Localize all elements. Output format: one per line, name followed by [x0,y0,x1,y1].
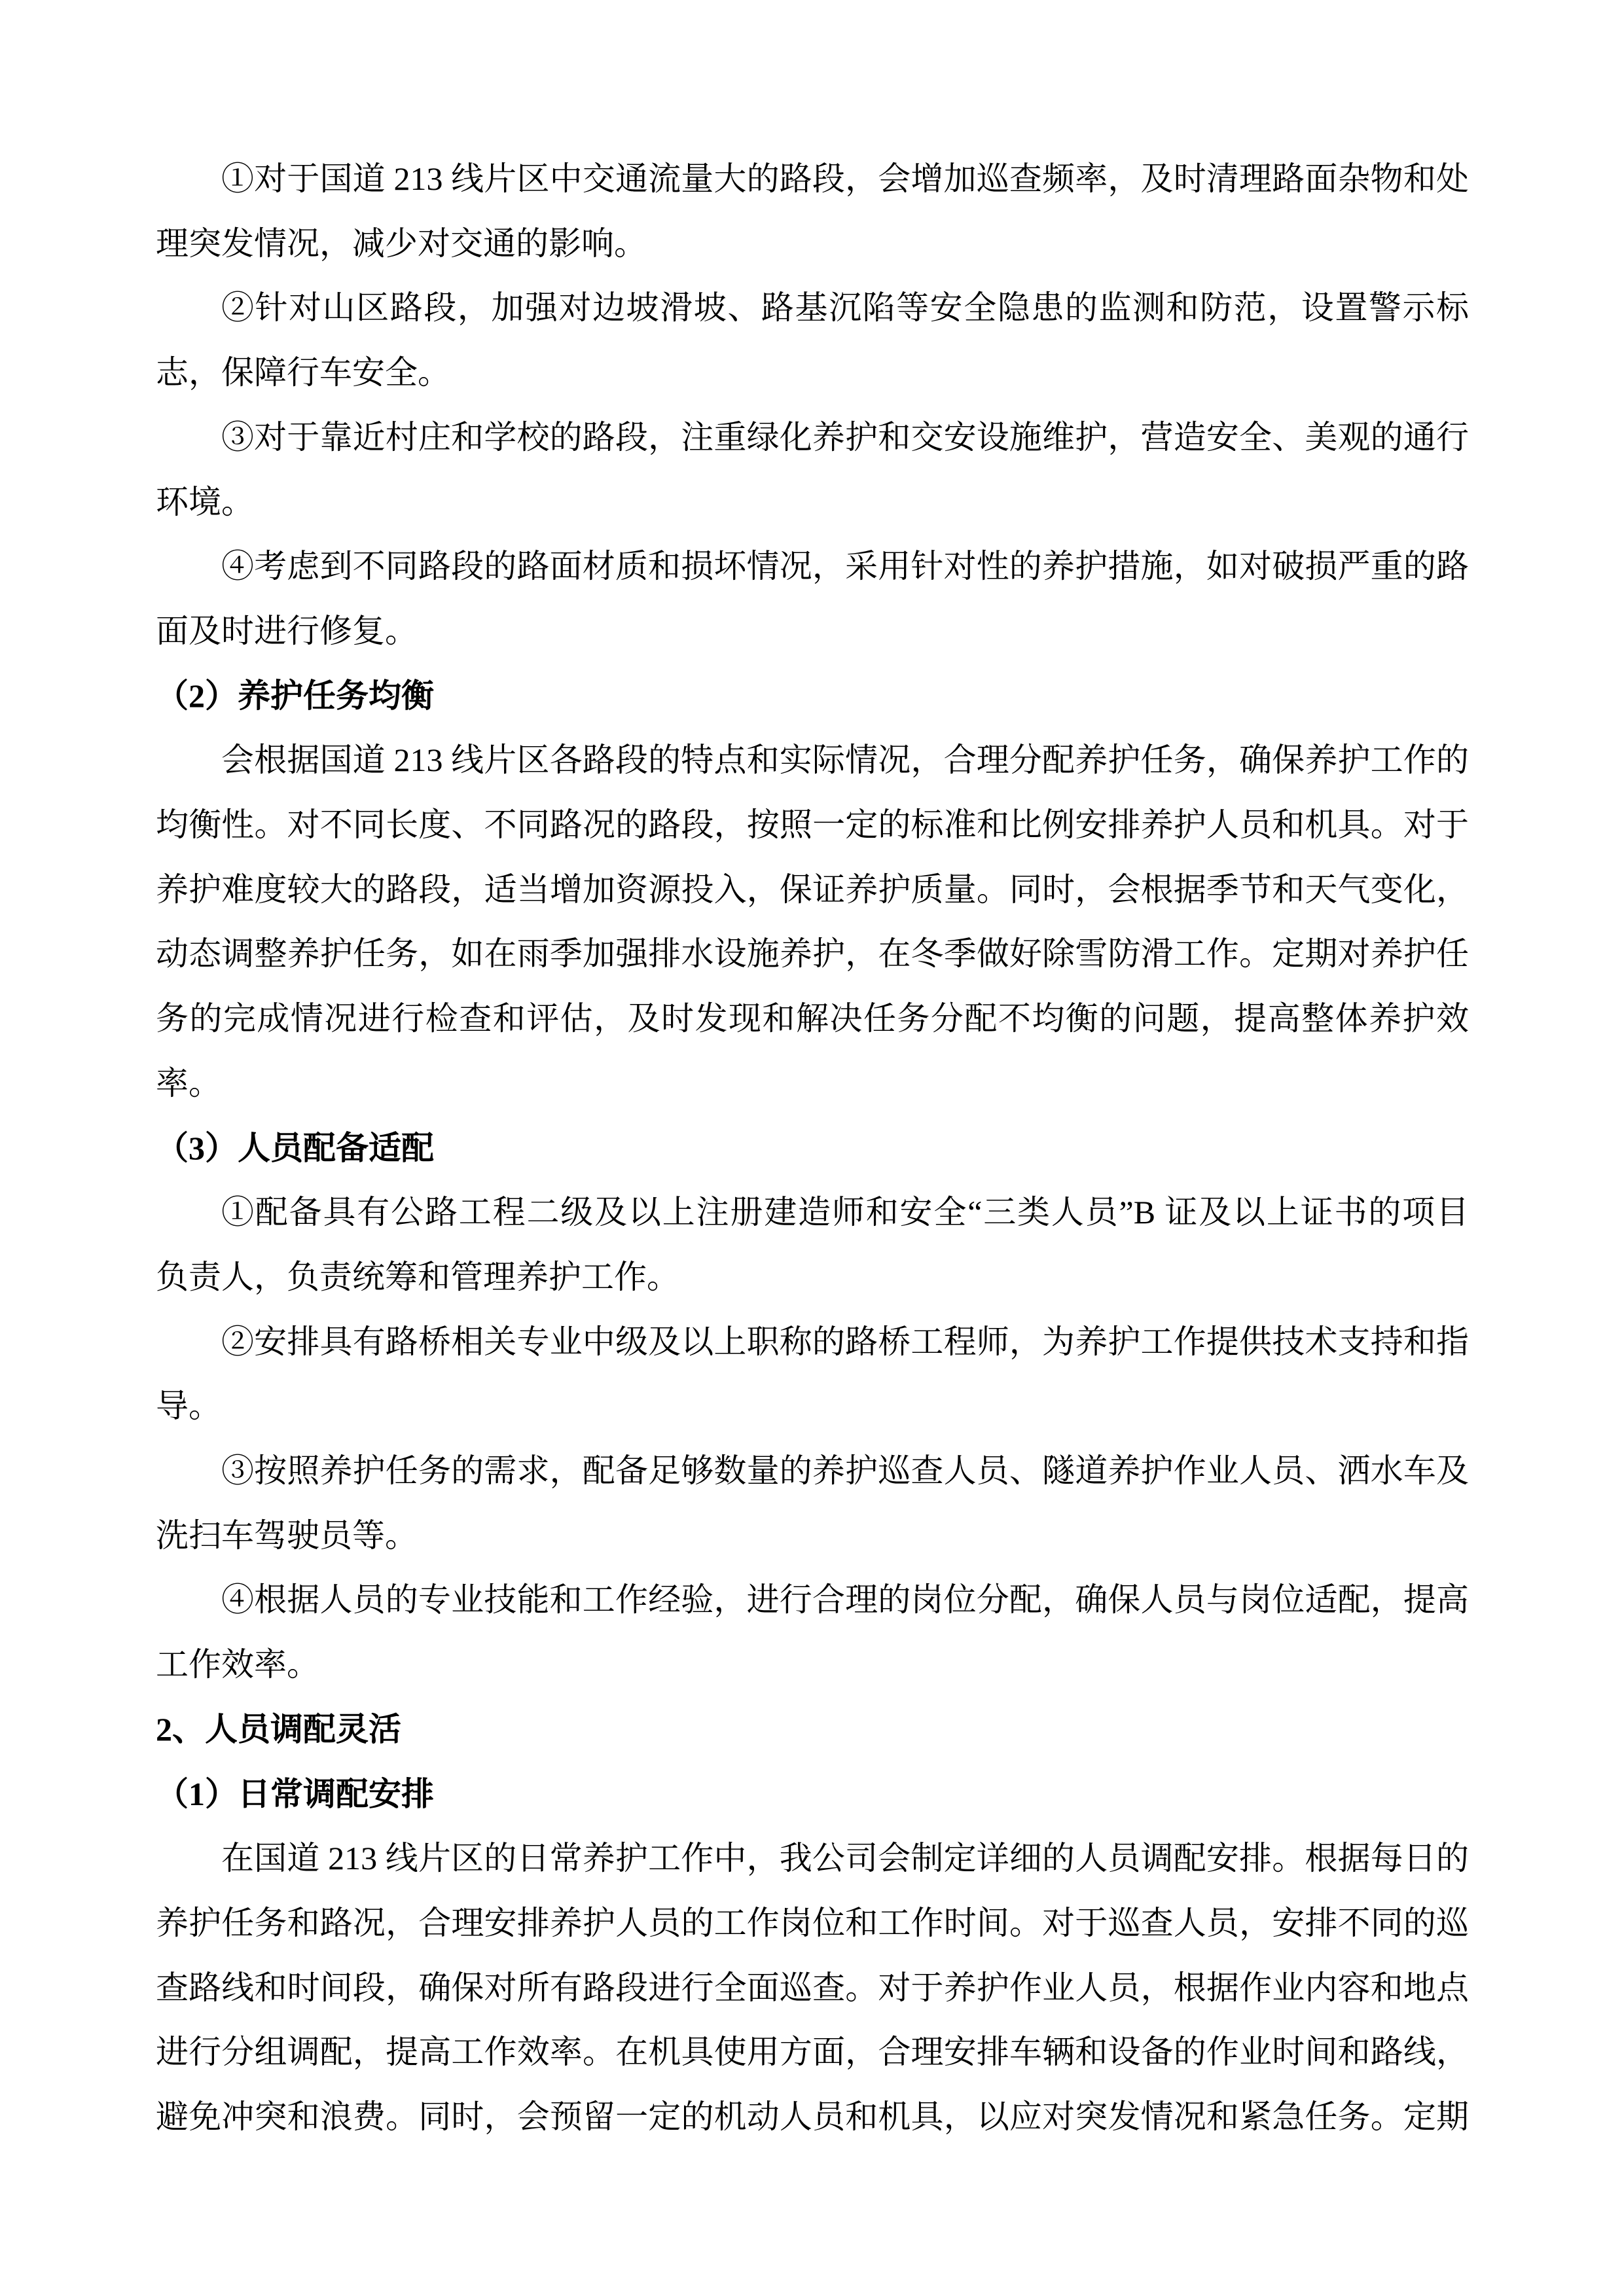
text-line: 查路线和时间段，确保对所有路段进行全面巡查。对于养护作业人员，根据作业内容和地点 [156,1969,1469,2006]
text-line: 会根据国道 213 线片区各路段的特点和实际情况，合理分配养护任务，确保养护工作的 [221,742,1469,779]
text-line: 动态调整养护任务，如在雨季加强排水设施养护，在冬季做好除雪防滑工作。定期对养护任 [156,935,1469,973]
text-line: （1）日常调配安排 [156,1775,434,1812]
text-line: ②针对山区路段，加强对边坡滑坡、路基沉陷等安全隐患的监测和防范，设置警示标 [221,289,1469,327]
text-line: 工作效率。 [156,1646,319,1683]
text-line: 洗扫车驾驶员等。 [156,1516,418,1554]
document-body [156,147,1469,2149]
heading [156,1116,1469,1181]
text-line: （2）养护任务均衡 [156,677,434,714]
text-line: 2、人员调配灵活 [156,1710,401,1748]
text-line: 养护任务和路况，合理安排养护人员的工作岗位和工作时间。对于巡查人员，安排不同的巡 [156,1904,1469,1941]
text-line: 理突发情况，减少对交通的影响。 [156,224,647,262]
paragraph [156,147,1469,276]
paragraph [156,728,1469,1115]
text-line: ②安排具有路桥相关专业中级及以上职称的路桥工程师，为养护工作提供技术支持和指 [221,1323,1469,1360]
paragraph [156,534,1469,663]
text-line: 均衡性。对不同长度、不同路况的路段，按照一定的标准和比例安排养护人员和机具。对于 [156,806,1469,844]
paragraph [156,1826,1469,2149]
heading [156,1697,1469,1762]
text-line: 进行分组调配，提高工作效率。在机具使用方面，合理安排车辆和设备的作业时间和路线， [156,2034,1469,2071]
text-line: 务的完成情况进行检查和评估，及时发现和解决任务分配不均衡的问题，提高整体养护效 [156,1000,1469,1037]
text-line: 在国道 213 线片区的日常养护工作中，我公司会制定详细的人员调配安排。根据每日的 [221,1840,1469,1877]
paragraph [156,1310,1469,1439]
text-line: 率。 [156,1064,221,1102]
text-line: ③对于靠近村庄和学校的路段，注重绿化养护和交安设施维护，营造安全、美观的通行 [221,418,1469,456]
text-line: 面及时进行修复。 [156,612,418,649]
text-line: 养护难度较大的路段，适当增加资源投入，保证养护质量。同时，会根据季节和天气变化， [156,870,1469,908]
heading [156,1762,1469,1827]
text-line: ④根据人员的专业技能和工作经验，进行合理的岗位分配，确保人员与岗位适配，提高 [221,1581,1469,1619]
text-line: 志，保障行车安全。 [156,354,450,391]
text-line: 导。 [156,1388,221,1425]
text-line: 负责人，负责统筹和管理养护工作。 [156,1258,679,1295]
paragraph [156,1180,1469,1309]
text-line: ③按照养护任务的需求，配备足够数量的养护巡查人员、隧道养护作业人员、洒水车及 [221,1452,1469,1490]
paragraph [156,1568,1469,1696]
paragraph [156,405,1469,534]
paragraph [156,1439,1469,1568]
text-line: 环境。 [156,483,254,520]
text-line: 避免冲突和浪费。同时，会预留一定的机动人员和机具，以应对突发情况和紧急任务。定期 [156,2098,1469,2136]
text-line: ①配备具有公路工程二级及以上注册建造师和安全“三类人员”B 证及以上证书的项目 [221,1194,1469,1231]
text-line: ④考虑到不同路段的路面材质和损坏情况，采用针对性的养护措施，如对破损严重的路 [221,548,1469,585]
text-line: ①对于国道 213 线片区中交通流量大的路段，会增加巡查频率，及时清理路面杂物和处 [221,160,1469,197]
paragraph [156,276,1469,404]
heading [156,664,1469,728]
text-line: （3）人员配备适配 [156,1129,434,1166]
